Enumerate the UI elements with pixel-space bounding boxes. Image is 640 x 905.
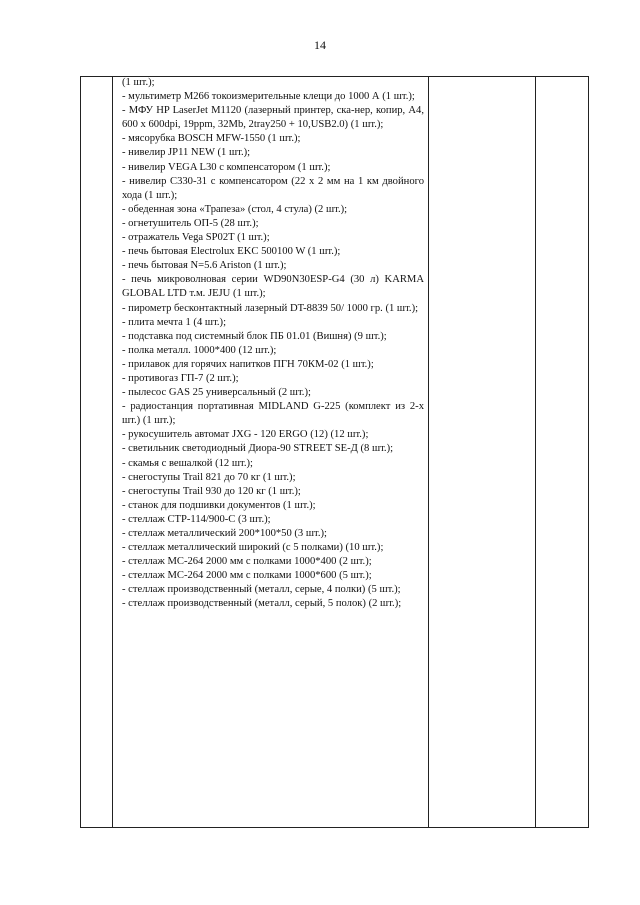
list-item: - полка металл. 1000*400 (12 шт.); (122, 344, 277, 356)
page-number: 14 (314, 38, 326, 52)
list-item: - отражатель Vega SP02T (1 шт.); (122, 232, 270, 244)
list-item: - стеллаж металлический 200*100*50 (3 шт.); (122, 528, 327, 539)
list-item: - нивелир С330-31 с компенсатором (22 х 2 мм на 1 км двойного хода (1 шт.); (122, 175, 424, 201)
list-item: - стеллаж МС-264 2000 мм с полками 1000*600 (5 шт.); (122, 570, 372, 582)
list-item: - мультиметр М266 токоизмерительные клещи до 1000 А (1 шт.); (122, 91, 415, 103)
column-divider-2 (428, 77, 429, 827)
list-item: - стеллаж производственный (металл, серые, 4 полки) (5 шт.); (122, 584, 401, 596)
list-item: - обеденная зона «Трапеза» (стол, 4 стула) (2 шт.); (122, 203, 348, 215)
list-item: - МФУ HP LaserJet M1120 (лазерный принтер, ска-нер, копир, А4, 600 х 600dpi, 19ppm, 32Mb, 2tray250 + 10,USB2.0) (1 шт.); (122, 105, 424, 131)
list-item: - прилавок для горячих напитков ПГН 70КМ-02 (1 шт.); (122, 358, 374, 370)
list-item: - станок для подшивки документов (1 шт.); (122, 499, 316, 511)
list-item: - стеллаж СТР-114/900-С (3 шт.); (122, 513, 271, 525)
list-item: - огнетушитель ОП-5 (28 шт.); (122, 217, 259, 229)
list-item: - стеллаж МС-264 2000 мм с полками 1000*400 (2 шт.); (122, 556, 372, 568)
list-item: - противогаз ГП-7 (2 шт.); (122, 372, 239, 384)
list-item: - радиостанция портативная MIDLAND G-225 (комплект из 2-х шт.) (1 шт.); (122, 401, 424, 427)
list-item: - печь бытовая N=5.6 Ariston (1 шт.); (122, 260, 287, 272)
list-item: - плита мечта 1 (4 шт.); (122, 316, 227, 328)
list-item: - стеллаж производственный (металл, серый, 5 полок) (2 шт.); (122, 598, 402, 610)
list-item: - подставка под системный блок ПБ 01.01 (Вишня) (9 шт.); (122, 330, 387, 342)
list-item: - нивелир JP11 NEW (1 шт.); (122, 147, 251, 159)
list-item: - пылесос GAS 25 универсальный (2 шт.); (122, 387, 311, 399)
column-divider-3 (535, 77, 536, 827)
list-item: - рукосушитель автомат JXG - 120 ERGO (12) (12 шт.); (122, 429, 369, 441)
equipment-list (122, 76, 424, 612)
list-item: - печь бытовая Electrolux EKC 500100 W (1 шт.); (122, 246, 341, 258)
list-item: - снегоступы Trail 930 до 120 кг (1 шт.); (122, 485, 301, 497)
column-divider-1 (112, 77, 113, 827)
list-item: - скамья с вешалкой (12 шт.); (122, 457, 253, 469)
list-item: - пирометр бесконтактный лазерный DT-8839 50/ 1000 гр. (1 шт.); (122, 302, 419, 314)
list-item: - снегоступы Trail 821 до 70 кг (1 шт.); (122, 471, 296, 483)
list-item: - печь микроволновая серии WD90N30ESP-G4 (30 л) KARMA GLOBAL LTD т.м. JEJU (1 шт.); (122, 274, 424, 300)
list-item: - мясорубка BOSCH MFW-1550 (1 шт.); (122, 133, 301, 145)
list-item: (1 шт.); (122, 77, 155, 88)
list-item: - нивелир VEGA L30 с компенсатором (1 шт.); (122, 161, 331, 173)
list-item: - светильник светодиодный Диора-90 STREET SE-Д (8 шт.); (122, 443, 394, 455)
list-item: - стеллаж металлический широкий (с 5 полками) (10 шт.); (122, 542, 384, 554)
